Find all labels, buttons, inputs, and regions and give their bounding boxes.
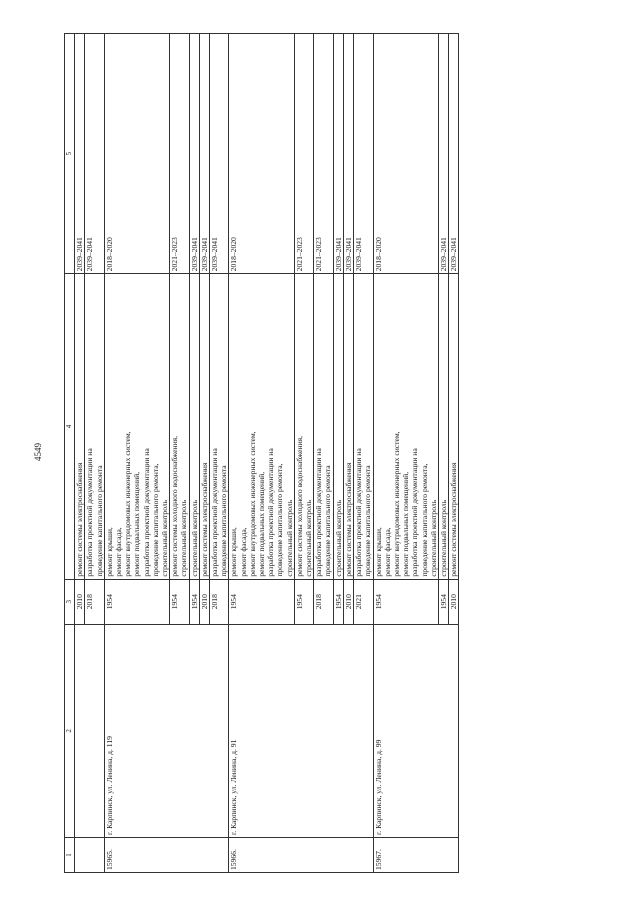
- period-cell: 2039–2041: [210, 34, 229, 274]
- work-line: ремонт фасада,: [382, 527, 392, 577]
- period-cell: 2039–2041: [354, 34, 373, 274]
- page-number: 4549: [33, 443, 43, 461]
- period-cell: 2039–2041: [75, 34, 85, 274]
- repair-schedule-table: [64, 33, 459, 873]
- year-cell: 2018: [85, 579, 104, 624]
- period-cell: 2018–2020: [229, 34, 294, 274]
- work-cell: [449, 274, 459, 579]
- work-line: строительный контроль: [284, 499, 294, 577]
- header-cell-2: 2: [65, 624, 75, 837]
- rotated-page: [64, 33, 578, 873]
- work-line: проведение капитального ремонта: [94, 465, 104, 577]
- work-line: ремонт системы электроснабжения: [343, 462, 353, 577]
- work-line: ремонт подвальных помещений,: [257, 471, 267, 577]
- address-cell: г. Карпинск, ул. Ленина, д. 99: [373, 624, 459, 837]
- year-cell: 1954: [294, 579, 313, 624]
- table-row: [373, 34, 438, 873]
- work-cell: [438, 274, 448, 579]
- period-cell: 2021–2023: [314, 34, 333, 274]
- table-row: [229, 34, 294, 873]
- work-cell: [85, 274, 104, 579]
- year-cell: 2010: [343, 579, 353, 624]
- period-cell: 2018–2020: [373, 34, 438, 274]
- work-line: строительный контроль: [333, 499, 343, 577]
- work-line: проведение капитального ремонта,: [419, 463, 429, 577]
- work-line: ремонт внутридомовых инженерных систем,: [391, 431, 401, 577]
- work-line: проведение капитального ремонта: [323, 465, 333, 577]
- work-line: ремонт системы электроснабжения: [199, 462, 209, 577]
- work-line: строительный контроль: [304, 499, 314, 577]
- table-body: [65, 34, 459, 873]
- work-line: разработка проектной документации на: [141, 448, 151, 577]
- work-line: ремонт крыши,: [104, 527, 114, 577]
- work-line: ремонт системы холодного водоснабжения,: [170, 435, 180, 577]
- period-cell: 2039–2041: [438, 34, 448, 274]
- address-cell: г. Карпинск, ул. Ленина, д. 119: [104, 624, 229, 837]
- table-row: [104, 34, 169, 873]
- work-cell: [343, 274, 353, 579]
- work-line: разработка проектной документации на: [410, 448, 420, 577]
- header-cell-5: 5: [65, 34, 75, 274]
- address-cell: [75, 624, 105, 837]
- work-line: разработка проектной документации на: [210, 448, 220, 577]
- year-cell: 2010: [75, 579, 85, 624]
- work-line: строительный контроль: [179, 499, 189, 577]
- header-cell-1: 1: [65, 837, 75, 872]
- period-cell: 2039–2041: [343, 34, 353, 274]
- work-line: проведение капитального ремонта,: [275, 463, 285, 577]
- work-line: разработка проектной документации на: [266, 448, 276, 577]
- table-row: [75, 34, 85, 873]
- work-line: ремонт системы электроснабжения: [449, 462, 459, 577]
- period-cell: 2018–2020: [104, 34, 169, 274]
- work-line: ремонт подвальных помещений,: [401, 471, 411, 577]
- year-cell: 1954: [373, 579, 438, 624]
- year-cell: 2010: [199, 579, 209, 624]
- work-cell: [104, 274, 169, 579]
- work-cell: [354, 274, 373, 579]
- work-line: проведение капитального ремонта,: [150, 463, 160, 577]
- work-cell: [314, 274, 333, 579]
- work-line: строительный контроль: [160, 499, 170, 577]
- number-cell: [75, 837, 105, 872]
- work-line: ремонт крыши,: [373, 527, 383, 577]
- work-cell: [210, 274, 229, 579]
- year-cell: 1954: [189, 579, 199, 624]
- work-line: строительный контроль: [438, 499, 448, 577]
- work-line: ремонт крыши,: [229, 527, 239, 577]
- period-cell: 2039–2041: [199, 34, 209, 274]
- number-cell: 15966.: [229, 837, 373, 872]
- year-cell: 1954: [333, 579, 343, 624]
- header-cell-4: 4: [65, 274, 75, 579]
- period-cell: 2039–2041: [189, 34, 199, 274]
- header-row: [65, 34, 75, 873]
- work-line: разработка проектной документации на: [85, 448, 95, 577]
- year-cell: 1954: [229, 579, 294, 624]
- work-cell: [294, 274, 313, 579]
- year-cell: 1954: [438, 579, 448, 624]
- work-line: ремонт подвальных помещений,: [132, 471, 142, 577]
- work-line: ремонт фасада,: [238, 527, 248, 577]
- work-line: ремонт фасада,: [114, 527, 124, 577]
- header-cell-3: 3: [65, 579, 75, 624]
- work-cell: [229, 274, 294, 579]
- work-line: разработка проектной документации на: [354, 448, 364, 577]
- period-cell: 2039–2041: [85, 34, 104, 274]
- year-cell: 2018: [314, 579, 333, 624]
- year-cell: 2010: [449, 579, 459, 624]
- work-line: строительный контроль: [189, 499, 199, 577]
- year-cell: 1954: [104, 579, 169, 624]
- work-line: проведение капитального ремонта: [219, 465, 229, 577]
- work-cell: [199, 274, 209, 579]
- address-cell: г. Карпинск, ул. Ленина, д. 91: [229, 624, 373, 837]
- number-cell: 15965.: [104, 837, 229, 872]
- work-line: разработка проектной документации на: [314, 448, 324, 577]
- year-cell: 1954: [170, 579, 189, 624]
- work-line: строительный контроль: [428, 499, 438, 577]
- work-line: ремонт системы холодного водоснабжения,: [294, 435, 304, 577]
- work-cell: [189, 274, 199, 579]
- period-cell: 2021–2023: [294, 34, 313, 274]
- period-cell: 2021–2023: [170, 34, 189, 274]
- period-cell: 2039–2041: [449, 34, 459, 274]
- work-line: проведение капитального ремонта: [363, 465, 373, 577]
- year-cell: 2021: [354, 579, 373, 624]
- number-cell: 15967.: [373, 837, 459, 872]
- work-cell: [373, 274, 438, 579]
- work-cell: [75, 274, 85, 579]
- work-line: ремонт системы электроснабжения: [75, 462, 85, 577]
- work-line: ремонт внутридомовых инженерных систем,: [123, 431, 133, 577]
- work-line: ремонт внутридомовых инженерных систем,: [247, 431, 257, 577]
- work-cell: [333, 274, 343, 579]
- period-cell: 2039–2041: [333, 34, 343, 274]
- year-cell: 2018: [210, 579, 229, 624]
- work-cell: [170, 274, 189, 579]
